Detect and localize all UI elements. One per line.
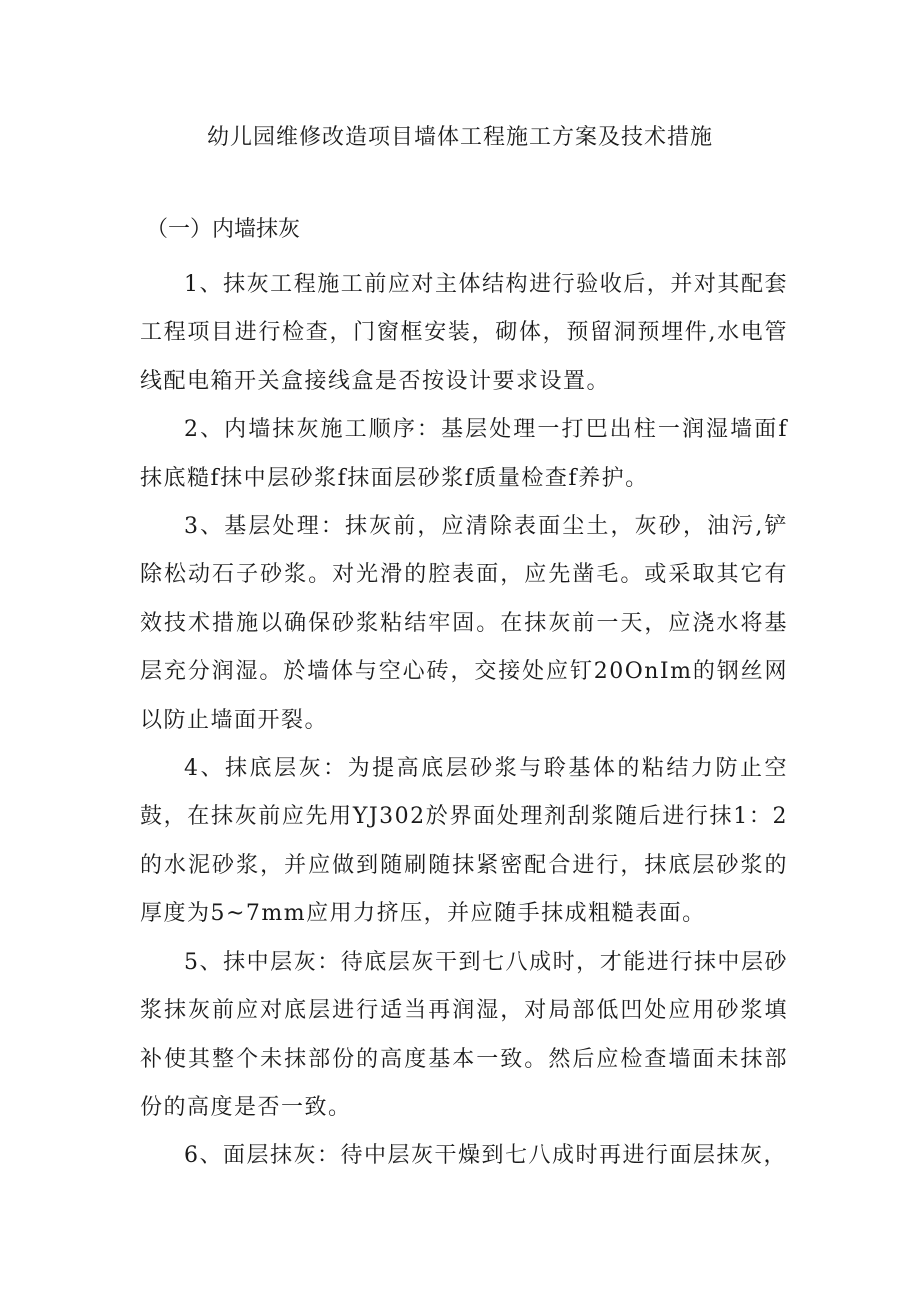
section-heading: （一）内墙抹灰 [146, 217, 301, 242]
body-text [140, 261, 788, 1181]
paragraph-5: 5、抹中层灰：待底层灰干到七八成时，才能进行抹中层砂浆抹灰前应对底层进行适当再润湿，对局部低凹处应用砂浆填补使其整个未抹部份的高度基本一致。然后应检查墙面未抹部份的高度是否一致。 [140, 949, 788, 1120]
paragraph-6: 6、面层抹灰：待中层灰干燥到七八成时再进行面层抹灰， [184, 1143, 787, 1169]
paragraph-4: 4、抹底层灰：为提高底层砂浆与聆基体的粘结力防止空鼓，在抹灰前应先用YJ302於界面处理剂刮浆随后进行抹1：2的水泥砂浆，并应做到随刷随抹紧密配合进行，抹底层砂浆的厚度为5~7mm应用力挤压，并应随手抹成粗糙表面。 [140, 756, 788, 927]
document-title: 幼儿园维修改造项目墙体工程施工方案及技术措施 [206, 125, 713, 150]
paragraph-1: 1、抹灰工程施工前应对主体结构进行验收后，并对其配套工程项目进行检查，门窗框安装，砌体，预留洞预埋件,水电管线配电箱开关盒接线盒是否按设计要求设置。 [140, 272, 788, 394]
paragraph-3: 3、基层处理：抹灰前，应清除表面尘土，灰砂，油污,铲除松动石子砂浆。对光滑的腔表面，应先凿毛。或采取其它有效技术措施以确保砂浆粘结牢固。在抹灰前一天，应浇水将基层充分润湿。於墙体与空心砖，交接处应钉20OnIm的钢丝网以防止墙面开裂。 [140, 514, 788, 733]
paragraph-2: 2、内墙抹灰施工顺序：基层处理一打巴出柱一润湿墙面f抹底糙f抹中层砂浆f抹面层砂浆f质量检查f养护。 [140, 417, 788, 491]
